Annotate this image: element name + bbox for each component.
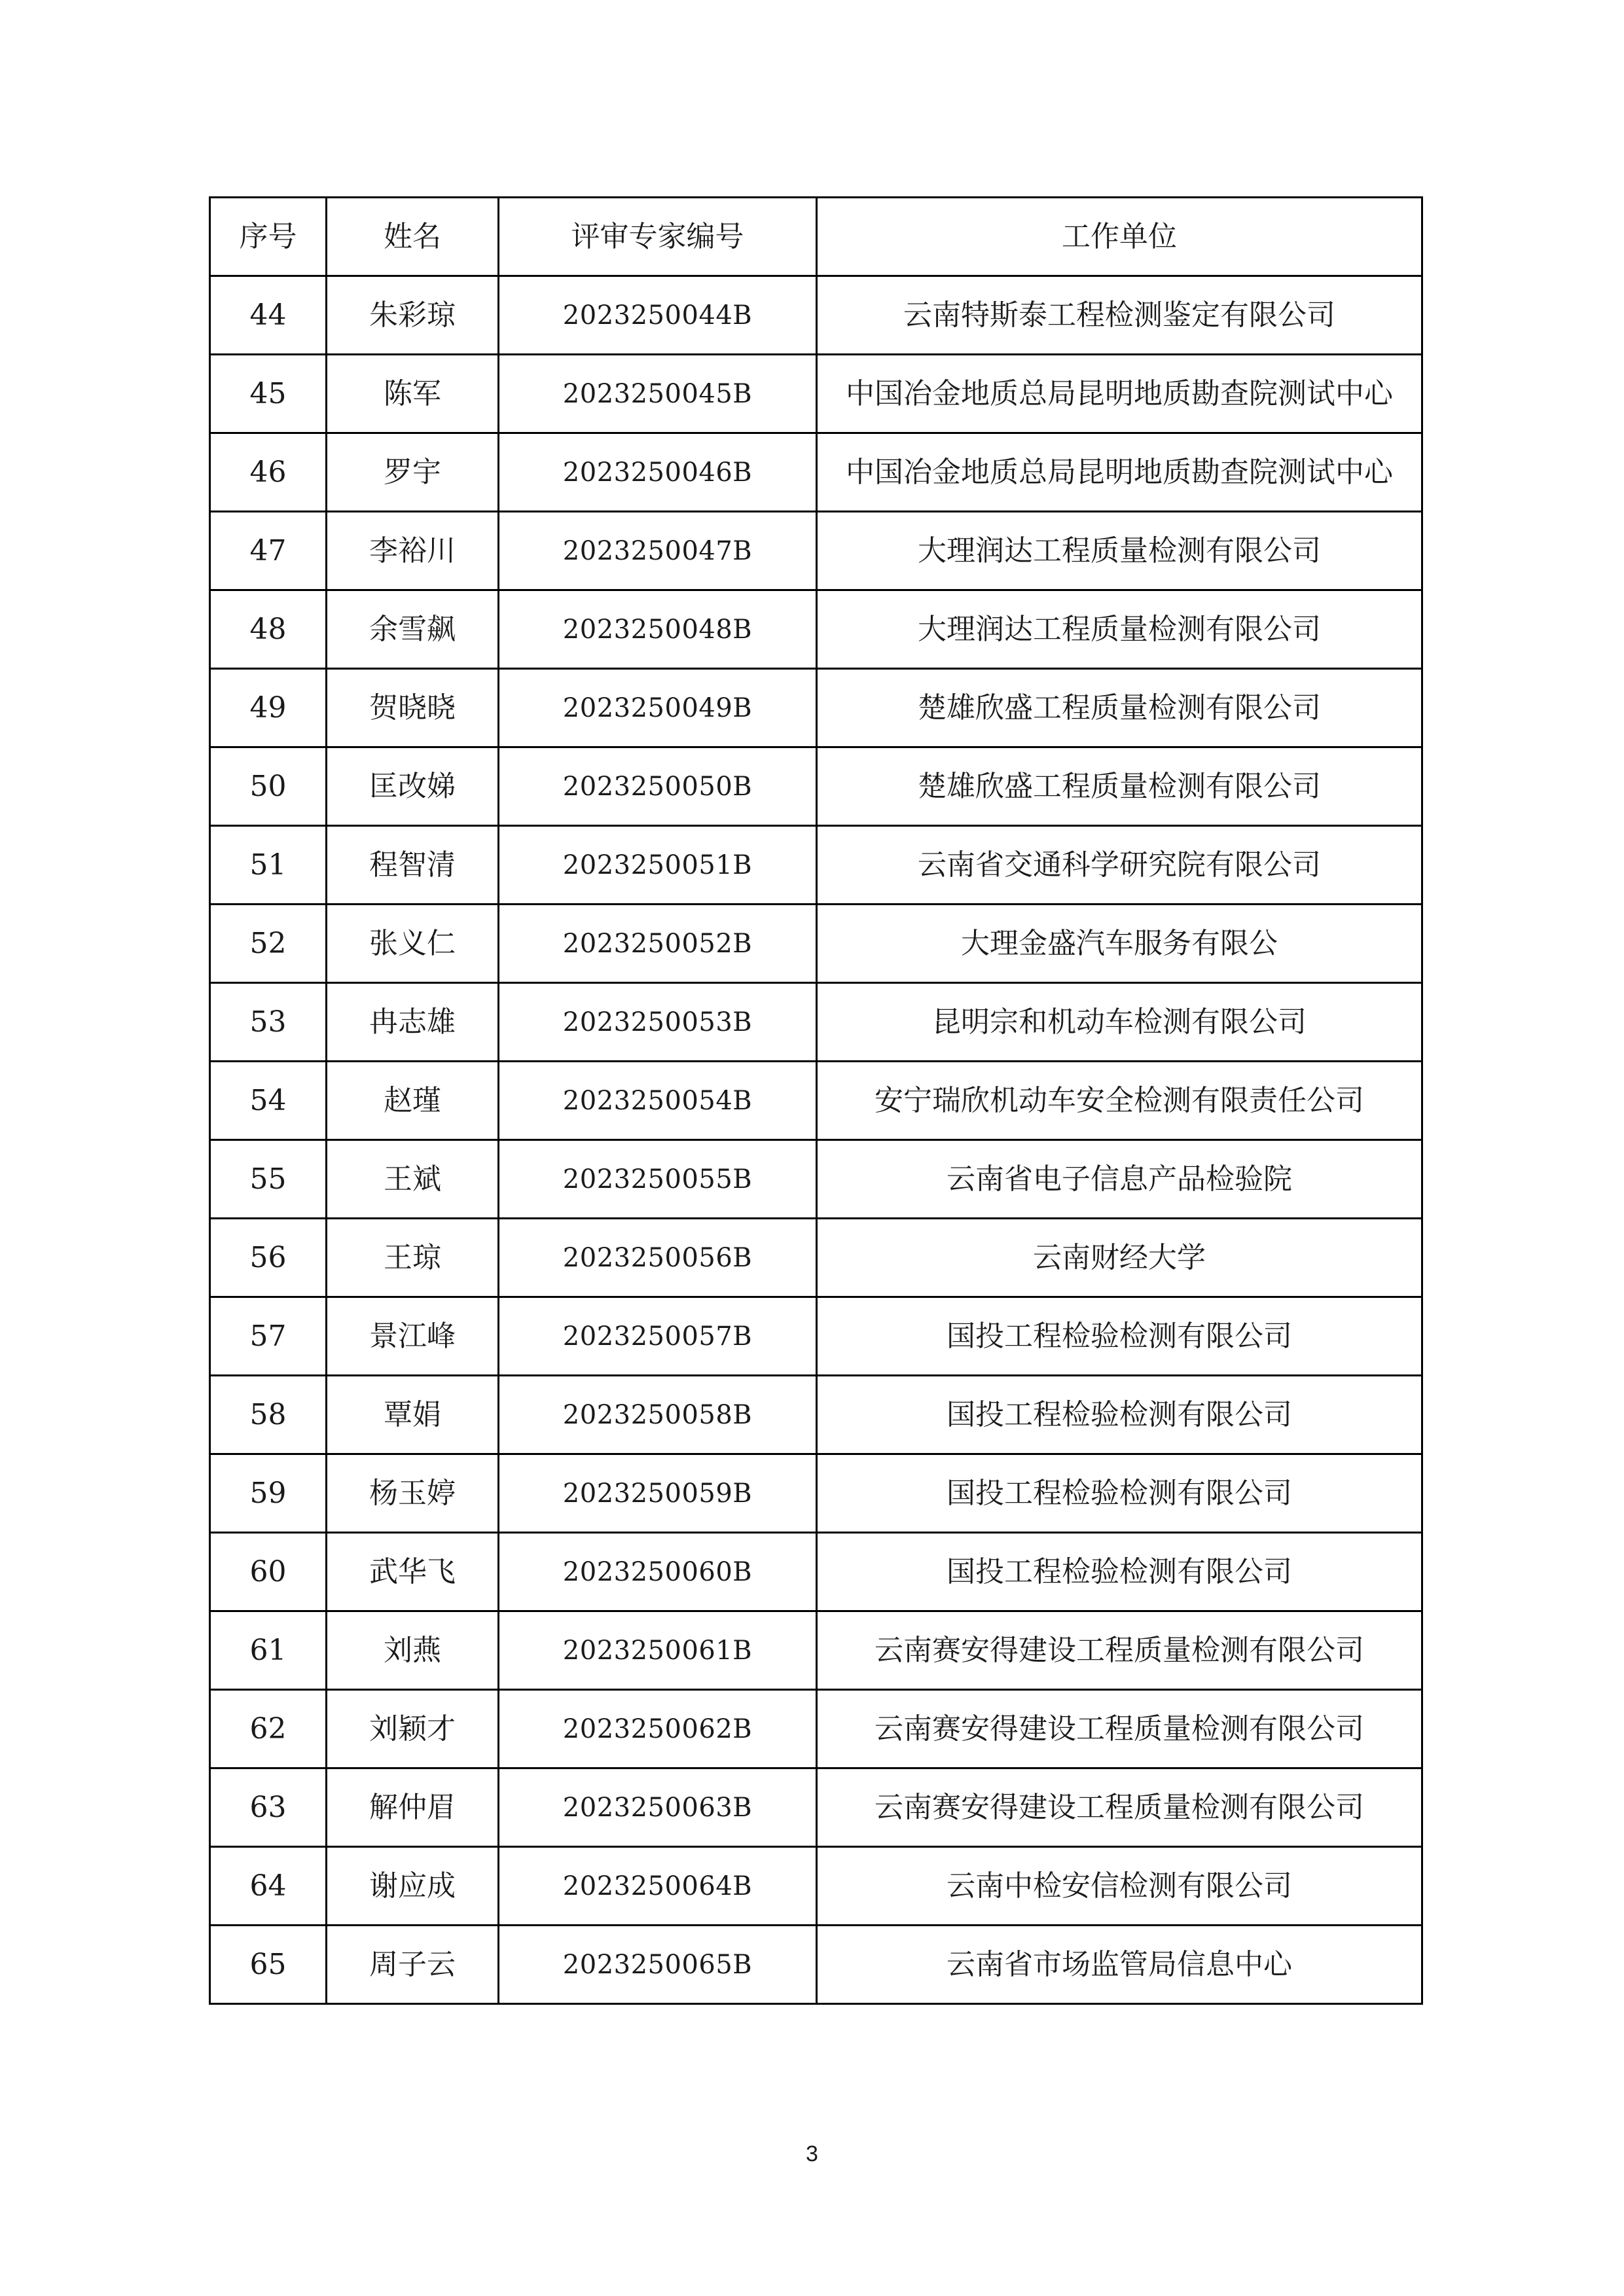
cell-serial-number: 47: [210, 512, 327, 590]
table-row: [210, 1768, 1422, 1847]
cell-name: 李裕川: [327, 512, 499, 590]
table-row: [210, 905, 1422, 983]
cell-organization: 云南中检安信检测有限公司: [817, 1847, 1422, 1926]
cell-expert-id: 2023250056B: [499, 1219, 817, 1297]
cell-name: 覃娟: [327, 1376, 499, 1454]
header-organization: 工作单位: [817, 198, 1422, 276]
cell-expert-id: 2023250058B: [499, 1376, 817, 1454]
table-row: [210, 1297, 1422, 1376]
cell-name: 周子云: [327, 1926, 499, 2004]
cell-organization: 国投工程检验检测有限公司: [817, 1297, 1422, 1376]
table-row: [210, 1926, 1422, 2004]
cell-serial-number: 49: [210, 669, 327, 747]
cell-organization: 楚雄欣盛工程质量检测有限公司: [817, 669, 1422, 747]
cell-expert-id: 2023250064B: [499, 1847, 817, 1926]
cell-organization: 云南赛安得建设工程质量检测有限公司: [817, 1768, 1422, 1847]
cell-organization: 中国冶金地质总局昆明地质勘查院测试中心: [817, 355, 1422, 433]
cell-name: 谢应成: [327, 1847, 499, 1926]
cell-name: 朱彩琼: [327, 276, 499, 355]
cell-name: 景江峰: [327, 1297, 499, 1376]
cell-expert-id: 2023250054B: [499, 1062, 817, 1140]
cell-serial-number: 48: [210, 590, 327, 669]
table-row: [210, 355, 1422, 433]
table-row: [210, 826, 1422, 905]
cell-name: 贺晓晓: [327, 669, 499, 747]
cell-expert-id: 2023250050B: [499, 747, 817, 826]
cell-serial-number: 54: [210, 1062, 327, 1140]
cell-serial-number: 58: [210, 1376, 327, 1454]
cell-name: 罗宇: [327, 433, 499, 512]
cell-expert-id: 2023250044B: [499, 276, 817, 355]
cell-serial-number: 50: [210, 747, 327, 826]
cell-serial-number: 45: [210, 355, 327, 433]
cell-organization: 中国冶金地质总局昆明地质勘查院测试中心: [817, 433, 1422, 512]
cell-serial-number: 60: [210, 1533, 327, 1611]
table-row: [210, 1690, 1422, 1768]
table-row: [210, 747, 1422, 826]
cell-name: 匡改娣: [327, 747, 499, 826]
header-expert-id: 评审专家编号: [499, 198, 817, 276]
cell-organization: 大理润达工程质量检测有限公司: [817, 512, 1422, 590]
cell-expert-id: 2023250065B: [499, 1926, 817, 2004]
table-row: [210, 669, 1422, 747]
cell-expert-id: 2023250053B: [499, 983, 817, 1062]
cell-expert-id: 2023250057B: [499, 1297, 817, 1376]
cell-organization: 安宁瑞欣机动车安全检测有限责任公司: [817, 1062, 1422, 1140]
cell-expert-id: 2023250052B: [499, 905, 817, 983]
cell-organization: 云南省交通科学研究院有限公司: [817, 826, 1422, 905]
cell-name: 刘燕: [327, 1611, 499, 1690]
table-row: [210, 433, 1422, 512]
cell-organization: 昆明宗和机动车检测有限公司: [817, 983, 1422, 1062]
expert-roster-table: [209, 196, 1423, 2005]
cell-serial-number: 55: [210, 1140, 327, 1219]
cell-serial-number: 61: [210, 1611, 327, 1690]
cell-serial-number: 53: [210, 983, 327, 1062]
cell-serial-number: 46: [210, 433, 327, 512]
cell-organization: 楚雄欣盛工程质量检测有限公司: [817, 747, 1422, 826]
cell-serial-number: 59: [210, 1454, 327, 1533]
table-row: [210, 1533, 1422, 1611]
cell-organization: 云南特斯泰工程检测鉴定有限公司: [817, 276, 1422, 355]
cell-expert-id: 2023250045B: [499, 355, 817, 433]
cell-serial-number: 52: [210, 905, 327, 983]
cell-expert-id: 2023250063B: [499, 1768, 817, 1847]
cell-expert-id: 2023250047B: [499, 512, 817, 590]
cell-expert-id: 2023250059B: [499, 1454, 817, 1533]
cell-expert-id: 2023250048B: [499, 590, 817, 669]
cell-expert-id: 2023250055B: [499, 1140, 817, 1219]
table-row: [210, 590, 1422, 669]
table-row: [210, 1219, 1422, 1297]
cell-organization: 云南省市场监管局信息中心: [817, 1926, 1422, 2004]
cell-expert-id: 2023250046B: [499, 433, 817, 512]
cell-serial-number: 65: [210, 1926, 327, 2004]
table-header-row: [210, 198, 1422, 276]
table-row: [210, 1847, 1422, 1926]
page-number: 3: [806, 2142, 818, 2166]
cell-serial-number: 44: [210, 276, 327, 355]
cell-organization: 国投工程检验检测有限公司: [817, 1533, 1422, 1611]
table-row: [210, 1062, 1422, 1140]
cell-serial-number: 56: [210, 1219, 327, 1297]
table-row: [210, 512, 1422, 590]
cell-name: 冉志雄: [327, 983, 499, 1062]
cell-organization: 国投工程检验检测有限公司: [817, 1454, 1422, 1533]
table-body: [210, 276, 1422, 2004]
cell-name: 王琼: [327, 1219, 499, 1297]
cell-organization: 云南赛安得建设工程质量检测有限公司: [817, 1611, 1422, 1690]
cell-expert-id: 2023250049B: [499, 669, 817, 747]
cell-serial-number: 62: [210, 1690, 327, 1768]
cell-organization: 大理金盛汽车服务有限公: [817, 905, 1422, 983]
cell-name: 武华飞: [327, 1533, 499, 1611]
cell-organization: 云南赛安得建设工程质量检测有限公司: [817, 1690, 1422, 1768]
cell-serial-number: 63: [210, 1768, 327, 1847]
cell-name: 张义仁: [327, 905, 499, 983]
table-row: [210, 1140, 1422, 1219]
cell-organization: 大理润达工程质量检测有限公司: [817, 590, 1422, 669]
cell-organization: 云南财经大学: [817, 1219, 1422, 1297]
cell-name: 赵瑾: [327, 1062, 499, 1140]
cell-serial-number: 51: [210, 826, 327, 905]
header-serial-number: 序号: [210, 198, 327, 276]
cell-name: 程智清: [327, 826, 499, 905]
cell-expert-id: 2023250051B: [499, 826, 817, 905]
cell-organization: 云南省电子信息产品检验院: [817, 1140, 1422, 1219]
table-row: [210, 1376, 1422, 1454]
cell-name: 杨玉婷: [327, 1454, 499, 1533]
cell-organization: 国投工程检验检测有限公司: [817, 1376, 1422, 1454]
table-row: [210, 1454, 1422, 1533]
cell-serial-number: 57: [210, 1297, 327, 1376]
cell-expert-id: 2023250060B: [499, 1533, 817, 1611]
cell-expert-id: 2023250061B: [499, 1611, 817, 1690]
cell-name: 刘颖才: [327, 1690, 499, 1768]
table-row: [210, 276, 1422, 355]
cell-name: 陈军: [327, 355, 499, 433]
cell-name: 余雪飙: [327, 590, 499, 669]
table-row: [210, 983, 1422, 1062]
cell-name: 解仲眉: [327, 1768, 499, 1847]
table-row: [210, 1611, 1422, 1690]
cell-expert-id: 2023250062B: [499, 1690, 817, 1768]
header-name: 姓名: [327, 198, 499, 276]
cell-name: 王斌: [327, 1140, 499, 1219]
cell-serial-number: 64: [210, 1847, 327, 1926]
